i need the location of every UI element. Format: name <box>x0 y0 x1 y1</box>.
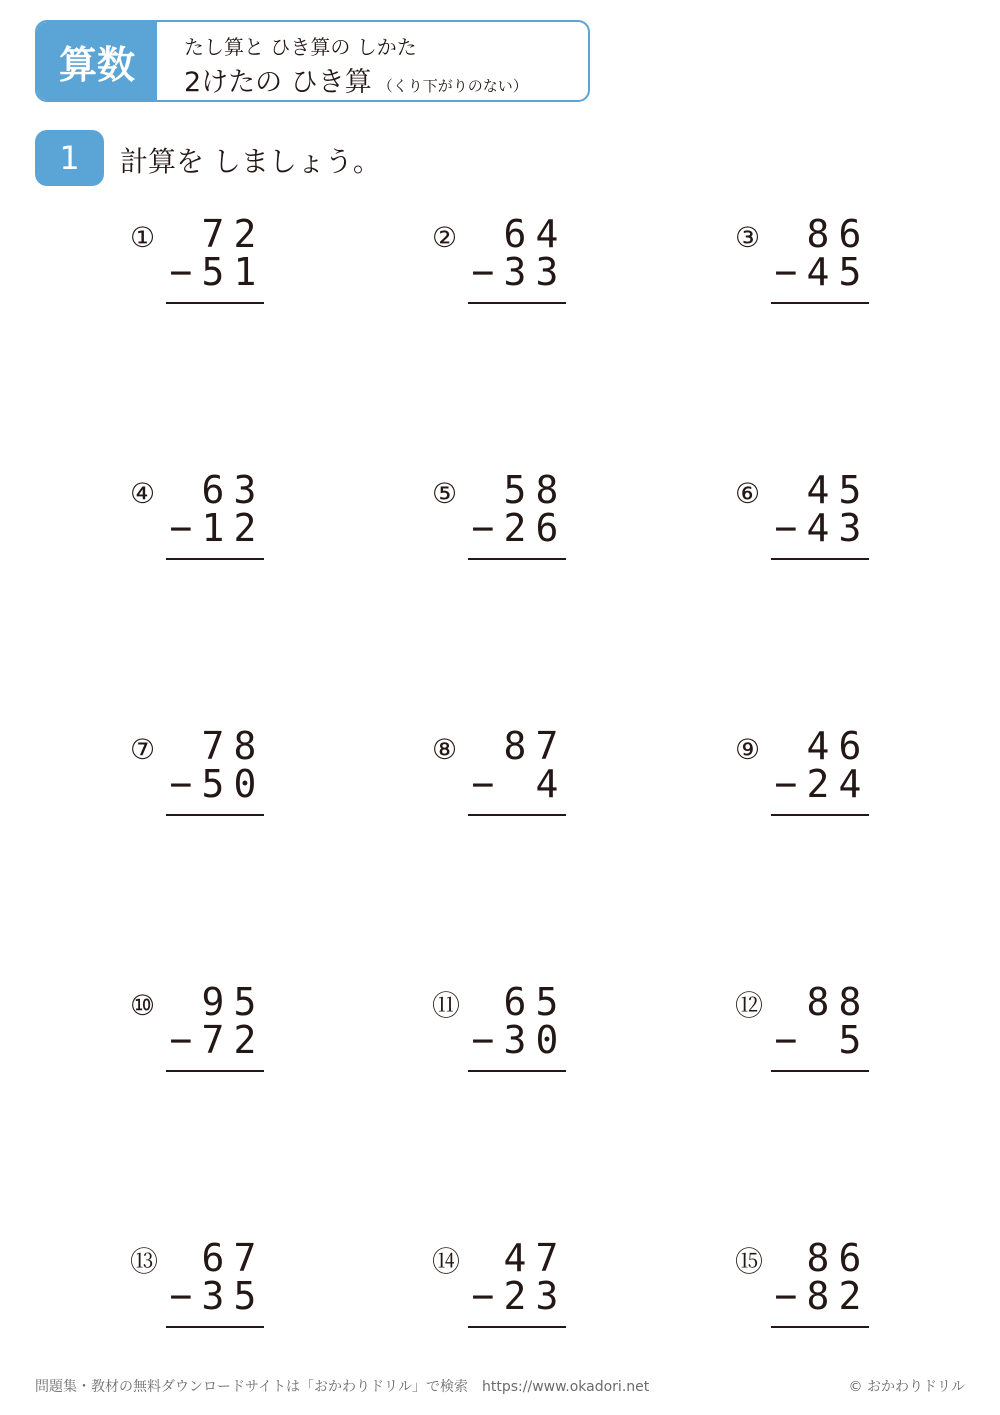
subtraction-problem <box>432 980 672 1080</box>
subtrahend: − 2 3 <box>471 1274 561 1318</box>
minuend: 8 8 <box>806 980 864 1024</box>
subtraction-problem <box>130 980 370 1080</box>
problem-index: ⑪ <box>432 989 461 1022</box>
subtrahend: − 5 0 <box>169 762 259 806</box>
subtrahend: − 7 2 <box>169 1018 259 1062</box>
footer-site-info: 問題集・教材の無料ダウンロードサイトは「おかわりドリル」で検索 https://www.okadori.net <box>35 1379 650 1395</box>
instruction-text: 計算を しましょう。 <box>120 145 381 178</box>
problem-index: ⑥ <box>735 477 761 510</box>
answer-line <box>468 1326 566 1328</box>
minuend: 8 6 <box>806 212 864 256</box>
subtrahend: − 4 3 <box>774 506 864 550</box>
subtrahend: − 3 5 <box>169 1274 259 1318</box>
subtrahend: − 3 0 <box>471 1018 561 1062</box>
unit-title: たし算と ひき算の しかた <box>184 35 417 59</box>
problem-index: ⑫ <box>735 989 764 1022</box>
answer-line <box>166 1070 264 1072</box>
answer-line <box>166 814 264 816</box>
subtraction-problem <box>130 468 370 568</box>
problem-index: ⑤ <box>432 477 458 510</box>
problem-index: ⑮ <box>735 1245 764 1278</box>
section-number-badge: 1 <box>35 130 104 186</box>
answer-line <box>166 558 264 560</box>
subtraction-problem <box>130 724 370 824</box>
answer-line <box>468 558 566 560</box>
subtrahend: − 1 2 <box>169 506 259 550</box>
minuend: 8 7 <box>503 724 561 768</box>
subtraction-problem <box>735 468 975 568</box>
problem-index: ⑬ <box>130 1245 159 1278</box>
answer-line <box>771 814 869 816</box>
minuend: 4 6 <box>806 724 864 768</box>
problem-index: ⑦ <box>130 733 156 766</box>
minuend: 6 7 <box>201 1236 259 1280</box>
subtrahend: − 5 <box>774 1018 864 1062</box>
subtrahend: − 3 3 <box>471 250 561 294</box>
problem-index: ③ <box>735 221 761 254</box>
minuend: 8 6 <box>806 1236 864 1280</box>
subtraction-problem <box>432 724 672 824</box>
subtraction-problem <box>432 468 672 568</box>
answer-line <box>771 1326 869 1328</box>
answer-line <box>166 302 264 304</box>
minuend: 7 8 <box>201 724 259 768</box>
footer-copyright: © おかわりドリル <box>848 1379 965 1395</box>
minuend: 7 2 <box>201 212 259 256</box>
subtraction-problem <box>735 1236 975 1336</box>
answer-line <box>166 1326 264 1328</box>
minuend: 6 5 <box>503 980 561 1024</box>
subject-badge: 算数 <box>37 22 157 100</box>
minuend: 6 4 <box>503 212 561 256</box>
subtrahend: − 2 6 <box>471 506 561 550</box>
problem-index: ⑧ <box>432 733 458 766</box>
subtraction-problem <box>735 212 975 312</box>
subtraction-problem <box>432 212 672 312</box>
problem-index: ① <box>130 221 156 254</box>
problem-index: ④ <box>130 477 156 510</box>
worksheet-header <box>35 20 590 102</box>
subtraction-problem <box>432 1236 672 1336</box>
answer-line <box>771 558 869 560</box>
subtrahend: − 4 <box>471 762 561 806</box>
subtraction-problem <box>735 724 975 824</box>
minuend: 9 5 <box>201 980 259 1024</box>
problem-index: ② <box>432 221 458 254</box>
lesson-title-main: 2けたの ひき算 <box>184 67 372 98</box>
subtrahend: − 5 1 <box>169 250 259 294</box>
problem-index: ⑭ <box>432 1245 461 1278</box>
answer-line <box>468 302 566 304</box>
answer-line <box>771 1070 869 1072</box>
minuend: 6 3 <box>201 468 259 512</box>
problem-index: ⑨ <box>735 733 761 766</box>
problem-index: ⑩ <box>130 989 156 1022</box>
minuend: 4 7 <box>503 1236 561 1280</box>
subtrahend: − 4 5 <box>774 250 864 294</box>
minuend: 4 5 <box>806 468 864 512</box>
answer-line <box>468 1070 566 1072</box>
answer-line <box>771 302 869 304</box>
lesson-title <box>184 60 528 99</box>
subtraction-problem <box>735 980 975 1080</box>
minuend: 5 8 <box>503 468 561 512</box>
subtrahend: − 2 4 <box>774 762 864 806</box>
subtrahend: − 8 2 <box>774 1274 864 1318</box>
subtraction-problem <box>130 212 370 312</box>
subtraction-problem <box>130 1236 370 1336</box>
answer-line <box>468 814 566 816</box>
lesson-title-note: （くり下がりのない） <box>377 77 528 95</box>
